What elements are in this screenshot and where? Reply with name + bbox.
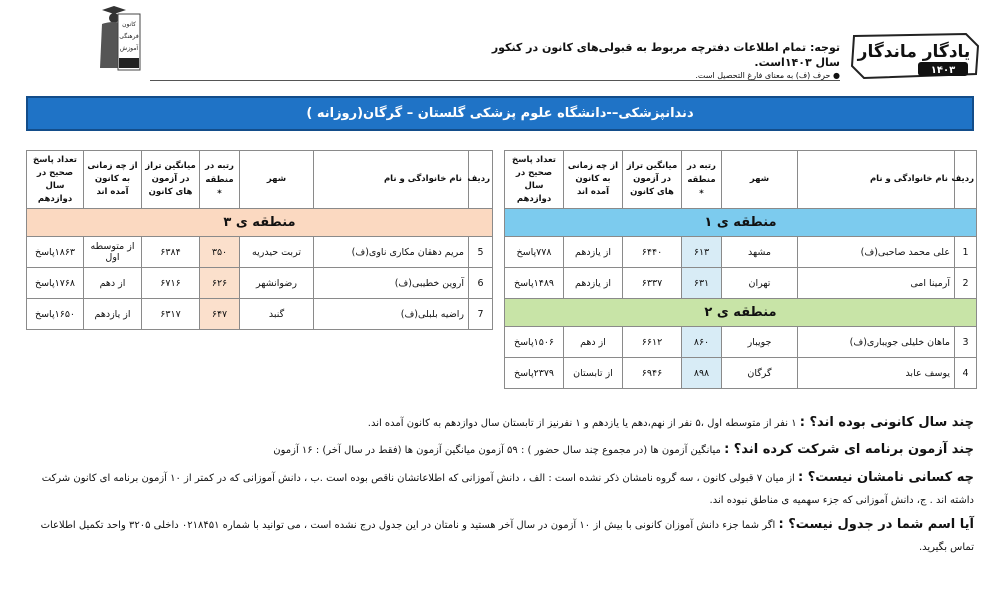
cell-row: 5 [469,237,493,268]
cell-name: آروین خطیبی(ف) [314,268,469,299]
cell-since: از یازدهم [84,299,142,330]
region-label: منطقه ی ۱ [505,209,977,237]
cell-city: مشهد [722,237,798,268]
col-name: نام خانوادگی و نام [314,151,469,209]
notice-main: توجه: تمام اطلاعات دفترچه مربوط به قبولی‌های کانون در کنکور سال ۱۴۰۳است. [491,41,840,69]
cell-avg: ۶۴۴۰ [623,237,682,268]
cell-avg: ۶۶۱۲ [623,327,682,358]
faq-question: چند آزمون برنامه ای شرکت کرده اند؟ : [724,442,974,457]
col-rank: رتبه در منطقه * [200,151,240,209]
faq-item [30,439,974,462]
faq-question: آیا اسم شما در جدول نیست؟ : [778,517,974,532]
cell-row: 2 [955,268,977,299]
col-rank: رتبه در منطقه * [682,151,722,209]
region-label: منطقه ی ۳ [27,209,493,237]
col-since: از چه زمانی به کانون آمده اند [84,151,142,209]
cell-city: تربت حیدریه [240,237,314,268]
faq-answer: میانگین آزمون ها (در مجموع چند سال حضور ) : ۵۹ آزمون میانگین آزمون ها (فقط در سال آخر) : ۱۶ آزمون [273,445,725,456]
cell-answers: ۱۸۶۳پاسخ [27,237,84,268]
table-row [505,327,977,358]
cell-name: یوسف عابد [798,358,955,389]
cell-city: تهران [722,268,798,299]
col-answers: تعداد پاسخ صحیح در سال دوازدهم [505,151,564,209]
brand-title: یادگار ماندگار [857,42,971,62]
cell-rank: ۶۳۱ [682,268,722,299]
cell-rank: ۳۵۰ [200,237,240,268]
cell-answers: ۱۴۸۹پاسخ [505,268,564,299]
col-name: نام خانوادگی و نام [798,151,955,209]
cell-rank: ۶۱۳ [682,237,722,268]
region-label: منطقه ی ۲ [505,299,977,327]
cell-row: 4 [955,358,977,389]
kanoon-logo-line-2: فرهنگی [119,33,139,40]
faq-answer: ۱ نفر از متوسطه اول ،۵ نفر از نهم،دهم یا یازدهم و ۱ نفرنیز از تابستان سال دوازدهم به کانون آمده اند. [367,418,800,429]
brand-year: ۱۴۰۳ [930,65,956,76]
kanoon-logo-line-1: کانون [122,21,136,28]
table-row [27,268,493,299]
cell-name: مریم دهقان مکاری ناوی(ف) [314,237,469,268]
cell-row: 3 [955,327,977,358]
cell-answers: ۷۷۸پاسخ [505,237,564,268]
faq-question: چه کسانی نامشان نیست؟ : [798,470,974,485]
region-row [505,209,977,237]
notice-sub: ● حرف (ف) به معنای فارغ التحصیل است. [695,71,840,80]
faq-answer: از میان ۷ قبولی کانون ، سه گروه نامشان ذکر نشده است : الف ، دانش آموزانی که اطلاعاتشان ناقص بوده است .ب ، دانش آموزانی که در کمتر از ۱۰ آزمون برنامه ای کانون شرکت داشته اند . ج، دانش آموزانی که جزء سهمیه ی مناطق نبوده اند. [41,473,974,506]
table-row [27,237,493,268]
cell-since: از تابستان [564,358,623,389]
col-avg: میانگین تراز در آزمون های کانون [142,151,200,209]
cell-answers: ۱۵۰۶پاسخ [505,327,564,358]
cell-rank: ۸۶۰ [682,327,722,358]
table-header [27,151,493,209]
cell-city: جویبار [722,327,798,358]
region-row [27,209,493,237]
kanoon-logo-line-3: آموزش [119,45,139,52]
cell-avg: ۶۳۱۷ [142,299,200,330]
kanoon-logo [88,6,146,76]
cell-name: آرمینا امی [798,268,955,299]
header-divider [150,80,840,81]
table-row [505,237,977,268]
cell-row: 6 [469,268,493,299]
cell-since: از متوسطه اول [84,237,142,268]
cell-city: رضوانشهر [240,268,314,299]
cell-rank: ۶۴۷ [200,299,240,330]
cell-since: از دهم [84,268,142,299]
results-table-left [26,150,493,330]
results-table-right [504,150,977,389]
faq-item [30,514,974,559]
table-header [505,151,977,209]
cell-rank: ۸۹۸ [682,358,722,389]
cell-row: 1 [955,237,977,268]
col-city: شهر [240,151,314,209]
page-title: دندانپزشکی–-دانشگاه علوم پزشکی گلستان – گرگان(روزانه ) [26,96,974,131]
faq-item [30,412,974,435]
cell-answers: ۲۳۷۹پاسخ [505,358,564,389]
col-row: ردیف [955,151,977,209]
table-row [27,299,493,330]
cell-name: راضیه بلبلی(ف) [314,299,469,330]
cell-name: علی محمد صاحبی(ف) [798,237,955,268]
cell-since: از یازدهم [564,268,623,299]
faq-question: چند سال کانونی بوده اند؟ : [799,415,974,430]
table-row [505,358,977,389]
cell-since: از دهم [564,327,623,358]
cell-avg: ۶۳۳۷ [623,268,682,299]
cell-rank: ۶۲۶ [200,268,240,299]
cell-avg: ۶۳۸۴ [142,237,200,268]
cell-city: گنبد [240,299,314,330]
cell-since: از یازدهم [564,237,623,268]
cell-avg: ۶۹۴۶ [623,358,682,389]
cell-avg: ۶۷۱۶ [142,268,200,299]
cell-row: 7 [469,299,493,330]
col-avg: میانگین تراز در آزمون های کانون [623,151,682,209]
notice [470,40,840,82]
table-row [505,268,977,299]
col-row: ردیف [469,151,493,209]
col-answers: تعداد پاسخ صحیح در سال دوازدهم [27,151,84,209]
cell-answers: ۱۶۵۰پاسخ [27,299,84,330]
col-since: از چه زمانی به کانون آمده اند [564,151,623,209]
region-row [505,299,977,327]
yadegar-mandegar-logo [846,30,984,84]
cell-city: گرگان [722,358,798,389]
faq-item [30,467,974,512]
col-city: شهر [722,151,798,209]
cell-answers: ۱۷۶۸پاسخ [27,268,84,299]
faq-answer: اگر شما جزء دانش آموزان کانونی با بیش از ۱۰ آزمون در سال آخر هستید و نامتان در این جدول درج نشده است ، می توانید با شماره ۰۲۱۸۴۵۱ داخلی ۳۲۰۵ واحد تکمیل اطلاعات تماس بگیرید. [40,520,974,553]
cell-name: ماهان خلیلی جویباری(ف) [798,327,955,358]
